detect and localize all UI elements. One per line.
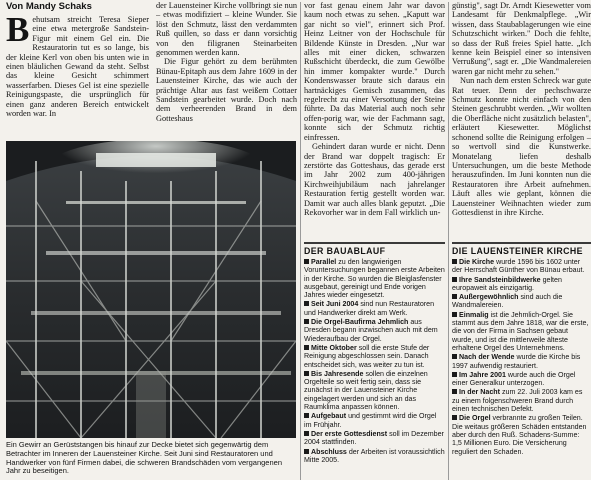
square-bullet-icon [304,431,309,436]
square-bullet-icon [304,371,309,376]
article-paragraph: günstig", sagt Dr. Arndt Kiesewetter vom Landesamt für Denkmalpflege. „Wir wissen, dass Staubablagerungen wie eine Schutzschicht wirken." Doch die fehlte, so dass der Ruß freies Spiel hatte. „Ich kenne kein Beispiel einer so intensiven Verrußung", sagt er. „Die Wandmalereien waren gar nicht mehr zu sehen." [452,1,591,76]
bauablauf-list [304,258,445,480]
bauablauf-title: DER BAUABLAUF [304,246,386,256]
item-lead: Außergewöhnlich [459,293,519,302]
column-divider [448,2,449,480]
list-item [304,412,445,429]
article-paragraph: Gehindert daran wurde er nicht. Denn der Brand war doppelt tragisch: Er zerstörte das Gotteshaus, das gerade erst im Jahr 2002 zum 400-jährigen Kirchweihjubiläum nach jahrelanger Restauration fertig gestellt worden war. Damit war auch alles blank geputzt. „Die Rekovorher war in dem Fall wirklich un- [304,142,445,217]
item-text: gelten europaweit als einzigartig. [452,275,562,292]
item-text: zu den langwierigen Voruntersuchungen begannen erste Arbeiten in der Kirche. So wurden die Bleiglasfenster ausgebaut, gereinigt und Ende vorigen Jahres wieder eingesetzt. [304,258,445,300]
item-text: ist die Jehmlich-Orgel. Sie stammt aus dem Jahre 1818, war die erste, die von der Firma in Sachsen gebaut wurde, und ist die mittlerweile älteste erhaltene Orgel des Unternehmens. [452,310,589,352]
item-text: und gestimmt wird die Orgel im Frühjahr. [304,412,437,429]
square-bullet-icon [452,354,457,359]
square-bullet-icon [452,312,457,317]
list-item [452,276,591,293]
item-lead: Die Orgel-Baufirma Jehmlich [311,318,409,327]
square-bullet-icon [452,372,457,377]
article-column-2 [156,1,297,139]
box-rule [304,242,445,244]
article-paragraph [6,15,149,118]
item-lead: Die Orgel [459,414,491,423]
kirche-title: DIE LAUENSTEINER KIRCHE [452,246,583,256]
item-lead: Mitte Oktober [311,343,357,352]
list-item [452,258,591,275]
photo-caption: Ein Gewirr an Gerüststangen bis hinauf zur Decke bietet sich gegenwärtig dem Betrachter im Inneren der Lauensteiner Kirche. Seit Juni sind Restauratoren und Handwerker von fünf Firmen dabei, die schweren Brandschäden vom vergangenen Jahr zu beseitigen. [6,440,282,476]
item-lead: Bis Jahresende [311,369,364,378]
list-item [452,414,591,455]
item-text: aus Dresden begann inzwischen auch mit dem Wiederaufbau der Orgel. [304,318,438,343]
column-divider [300,2,301,480]
list-item [452,311,591,352]
item-lead: Ihre Sandsteinbildwerke [459,275,541,284]
drop-cap: B [6,15,30,49]
item-text: soll im Dezember 2004 stattfinden. [304,429,444,447]
item-text: wurde die Kirche bis 1997 aufwendig restauriert. [452,353,581,370]
square-bullet-icon [452,389,457,394]
item-text: zum 22. Juli 2003 kam es zu einem folgenschweren Brand durch einen technischen Defekt. [452,388,583,414]
paragraph-text: ehutsam streicht Teresa Sieper eine etwa metergroße Sandstein-Figur mit einem Gel ein. Die Restauratorin tut es so lange, bis der kleine Kerl von oben bis unten wie in einen bläulichen Gewand da steht. Selbst das kleine Gesicht schimmert wasserfarben. Dieses Gel ist eine spezielle Reinigungspaste, die ursprünglich für einen ganz anderen Bereich entwickelt worden war. In [6,15,149,119]
item-lead: Abschluss [311,447,347,456]
item-text: wurde 1596 bis 1602 unter der Herrschaft Günther von Bünau erbaut. [452,258,585,275]
item-lead: Der erste Gottesdienst [311,429,388,438]
list-item [452,293,591,310]
article-column-4 [452,1,591,237]
article-paragraph: vor fast genau einem Jahr war davon kaum noch etwas zu sehen. „Kaputt war gar nicht so viel", erinnert sich Prof. Heinz Leitner von der Hochschule für Bildende Künste in Dresden. „Nur war alles mit einer dicken, schwarzen Rußschicht überdeckt, die zum Gewölbe hin immer kompakter wurde." Durch Kondenswasser braute sich daraus ein hartnäckiges Gemisch zusammen, das regelrecht zu einer Versottung der Steine führte. Da das Material auch noch sehr offen-porig war, wie der Fachmann sagt, konnte sich der Schmutz richtig einfressen. [304,1,445,142]
scaffolding-illustration [6,141,296,438]
list-item [304,448,445,465]
item-text: sind nun Restauratoren und Handwerker direkt am Werk. [304,300,435,317]
item-lead: Im Jahre 2001 [459,370,506,379]
list-item [452,371,591,388]
item-text: sind auch die Wandmalereien. [452,293,563,310]
list-item [304,300,445,317]
item-lead: Seit Juni 2004 [311,300,359,309]
item-lead: Aufgebaut [311,412,347,421]
article-column-1 [6,15,149,139]
square-bullet-icon [452,415,457,420]
list-item [304,370,445,411]
list-item [304,344,445,369]
square-bullet-icon [304,449,309,454]
box-rule [452,242,591,244]
square-bullet-icon [304,259,309,264]
article-paragraph: Nun nach dem ersten Schreck war gute Rat teuer. Denn der pechschwarze Schmutz konnte nicht einfach von den Steinen geschrubbt werden. „Wir wollten die Oberfläche nicht zusätzlich belasten", erläutert Kiesewetter. Möglichst schonend sollte die Reinigung erfolgen – so wertvoll sind die Kunstwerke. Monatelang liefen deshalb Untersuchungen, um die beste Methode herauszufinden. Im Juni konnten nun die Restauratoren ihre Arbeit aufnehmen. Läuft alles wie geplant, können die Lauensteiner Weihnachten wieder zum Gottesdienst in ihre Kirche. [452,76,591,217]
item-lead: Nach der Wende [459,353,515,362]
item-text: wurde auch die Orgel einer Generalkur unterzogen. [452,370,576,388]
item-lead: Parallel [311,258,337,266]
list-item [304,258,445,299]
square-bullet-icon [452,277,457,282]
article-column-3 [304,1,445,237]
square-bullet-icon [304,413,309,418]
item-lead: In der Nacht [459,388,500,397]
church-scaffolding-photo [6,141,296,438]
byline: Von Mandy Schaks [6,1,92,12]
square-bullet-icon [304,345,309,350]
square-bullet-icon [452,259,457,264]
item-text: soll die erste Stufe der Reinigung abgeschlossen sein. Danach entscheidet sich, was weiter zu tun ist. [304,343,430,369]
article-paragraph: Die Figur gehört zu dem berühmten Bünau-Epitaph aus dem Jahre 1609 in der Lauensteiner Kirche, das wie auch der prächtige Altar aus fast weißem Cottaer Sandstein gearbeitet wurde. Doch nach dem verheerenden Brand in dem Gotteshaus [156,57,297,123]
list-item [452,353,591,370]
article-paragraph: der Lauensteiner Kirche vollbringt sie nun – etwas modifiziert – kleine Wunder. Sie löst den Schmutz, lässt den verdammten Ruß quillen, so dass er dann vorsichtig von den filigranen Steinarbeiten genommen werden kann. [156,1,297,58]
list-item [304,318,445,343]
item-text: verbrannte zu großen Teilen. Die weitaus größeren Schäden entstanden aber durch den Ruß. Schadens-Summe: 1,5 Millionen Euro. Die Versicherung reguliert den Schaden. [452,414,587,456]
kirche-list [452,258,591,480]
list-item [452,388,591,413]
item-text: der Arbeiten ist voraussichtlich Mitte 2005. [304,447,445,464]
list-item [304,430,445,447]
square-bullet-icon [452,294,457,299]
item-text: sollen die einzelnen Orgelteile so weit fertig sein, dass sie zunächst in der Lauensteiner Kirche eingelagert werden und sich an das Raumklima anpassen können. [304,369,428,412]
item-lead: Die Kirche [459,258,495,266]
square-bullet-icon [304,301,309,306]
item-lead: Einmalig [459,310,489,319]
square-bullet-icon [304,319,309,324]
